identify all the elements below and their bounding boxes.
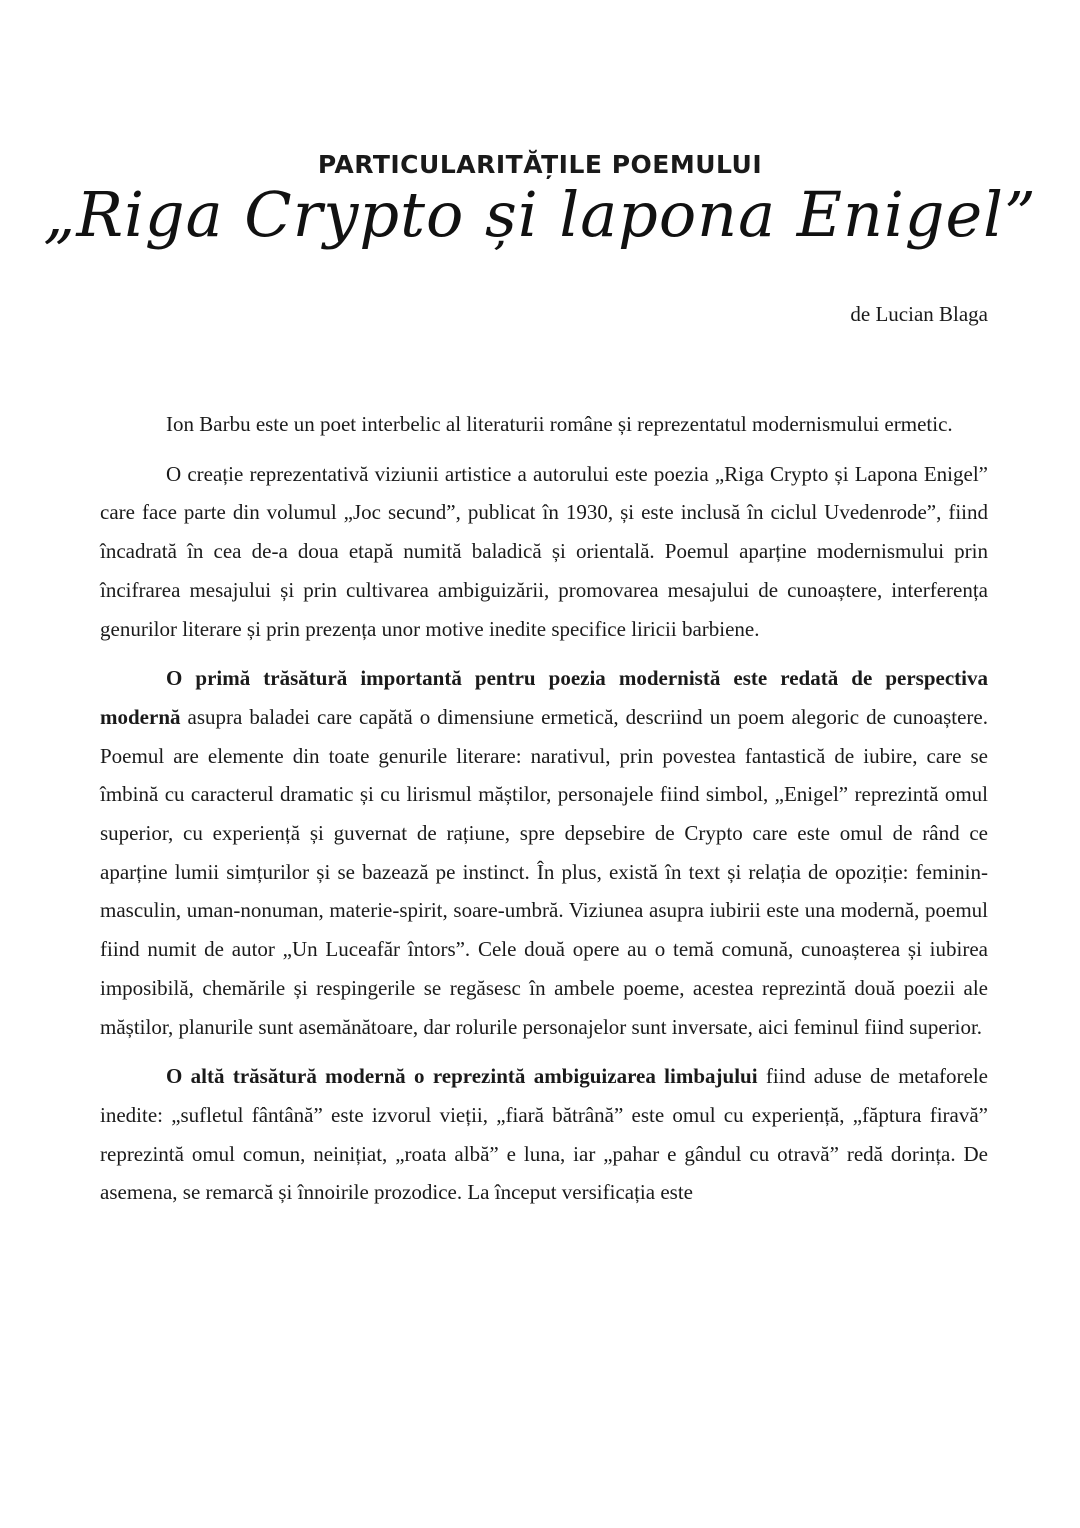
paragraph-second-trait [100,1057,988,1212]
paragraph-bold-lead: O altă trăsătură modernă o reprezintă ambiguizarea limbajului [166,1064,758,1089]
paragraph-text: O creație reprezentativă viziunii artistice a autorului este poezia „Riga Crypto și Lapona Enigel” care face parte din volumul „Joc secund”, publicat în 1930, și este inclusă în ciclul Uvedenrode”, fiind încadrată în cea de-a doua etapă numită baladică și orientală. Poemul aparține modernismului prin încifrarea mesajului și prin cultivarea ambiguizării, promovarea mesajului de cunoaștere, interferența genurilor literare și prin prezența unor motive inedite specifice liricii barbiene. [100,461,988,641]
body-text [100,405,988,1223]
paragraph-text: asupra baladei care capătă o dimensiune ermetică, descriind un poem alegoric de cunoaștere. Poemul are elemente din toate genurile literare: narativul, prin povestea fantastică de iubire, care se îmbină cu caracterul dramatic și cu lirismul măștilor, personajele fiind simbol, „Enigel” reprezintă omul superior, cu experiență și guvernat de rațiune, spre depsebire de Crypto care este omul de rând ce aparține lumii simțurilor și se bazează pe instinct. În plus, există în text și relația de opoziție: feminin-masculin, uman-nonuman, materie-spirit, soare-umbră. Viziunea asupra iubirii este una modernă, poemul fiind numit de autor „Un Luceafăr întors”. Cele două opere au o temă comună, cunoașterea și iubirea imposibilă, chemările și respingerile se regăsesc în ambele poeme, acestea reprezintă două poezii ale măștilor, planurile sunt asemănătoare, dar rolurile personajelor sunt inversate, aici feminul fiind superior. [100,704,988,1039]
author-line: de Lucian Blaga [850,302,988,326]
paragraph-intro [100,405,988,444]
paragraph-bold-lead: O primă trăsătură importantă pentru poezia modernistă este redată de perspectiva modernă [100,666,988,729]
paragraph-text: Ion Barbu este un poet interbelic al literaturii române și reprezentatul modernismului ermetic. [166,412,953,436]
document-title: PARTICULARITĂȚILE POEMULUI [317,150,763,179]
paragraph-text: fiind aduse de metaforele inedite: „sufletul fântână” este izvorul vieții, „fiară bătrână” este omul cu experiență, „făptura firavă” reprezintă omul comun, neinițiat, „roata albă” e luna, iar „pahar e gândul cu otravă” redă dorința. De asemena, se remarcă și înnoirile prozodice. La început versificația este [100,1064,988,1205]
poem-title: „Riga Crypto și lapona Enigel” [43,178,1037,251]
paragraph-context [100,455,988,649]
paragraph-first-trait [100,659,988,1046]
